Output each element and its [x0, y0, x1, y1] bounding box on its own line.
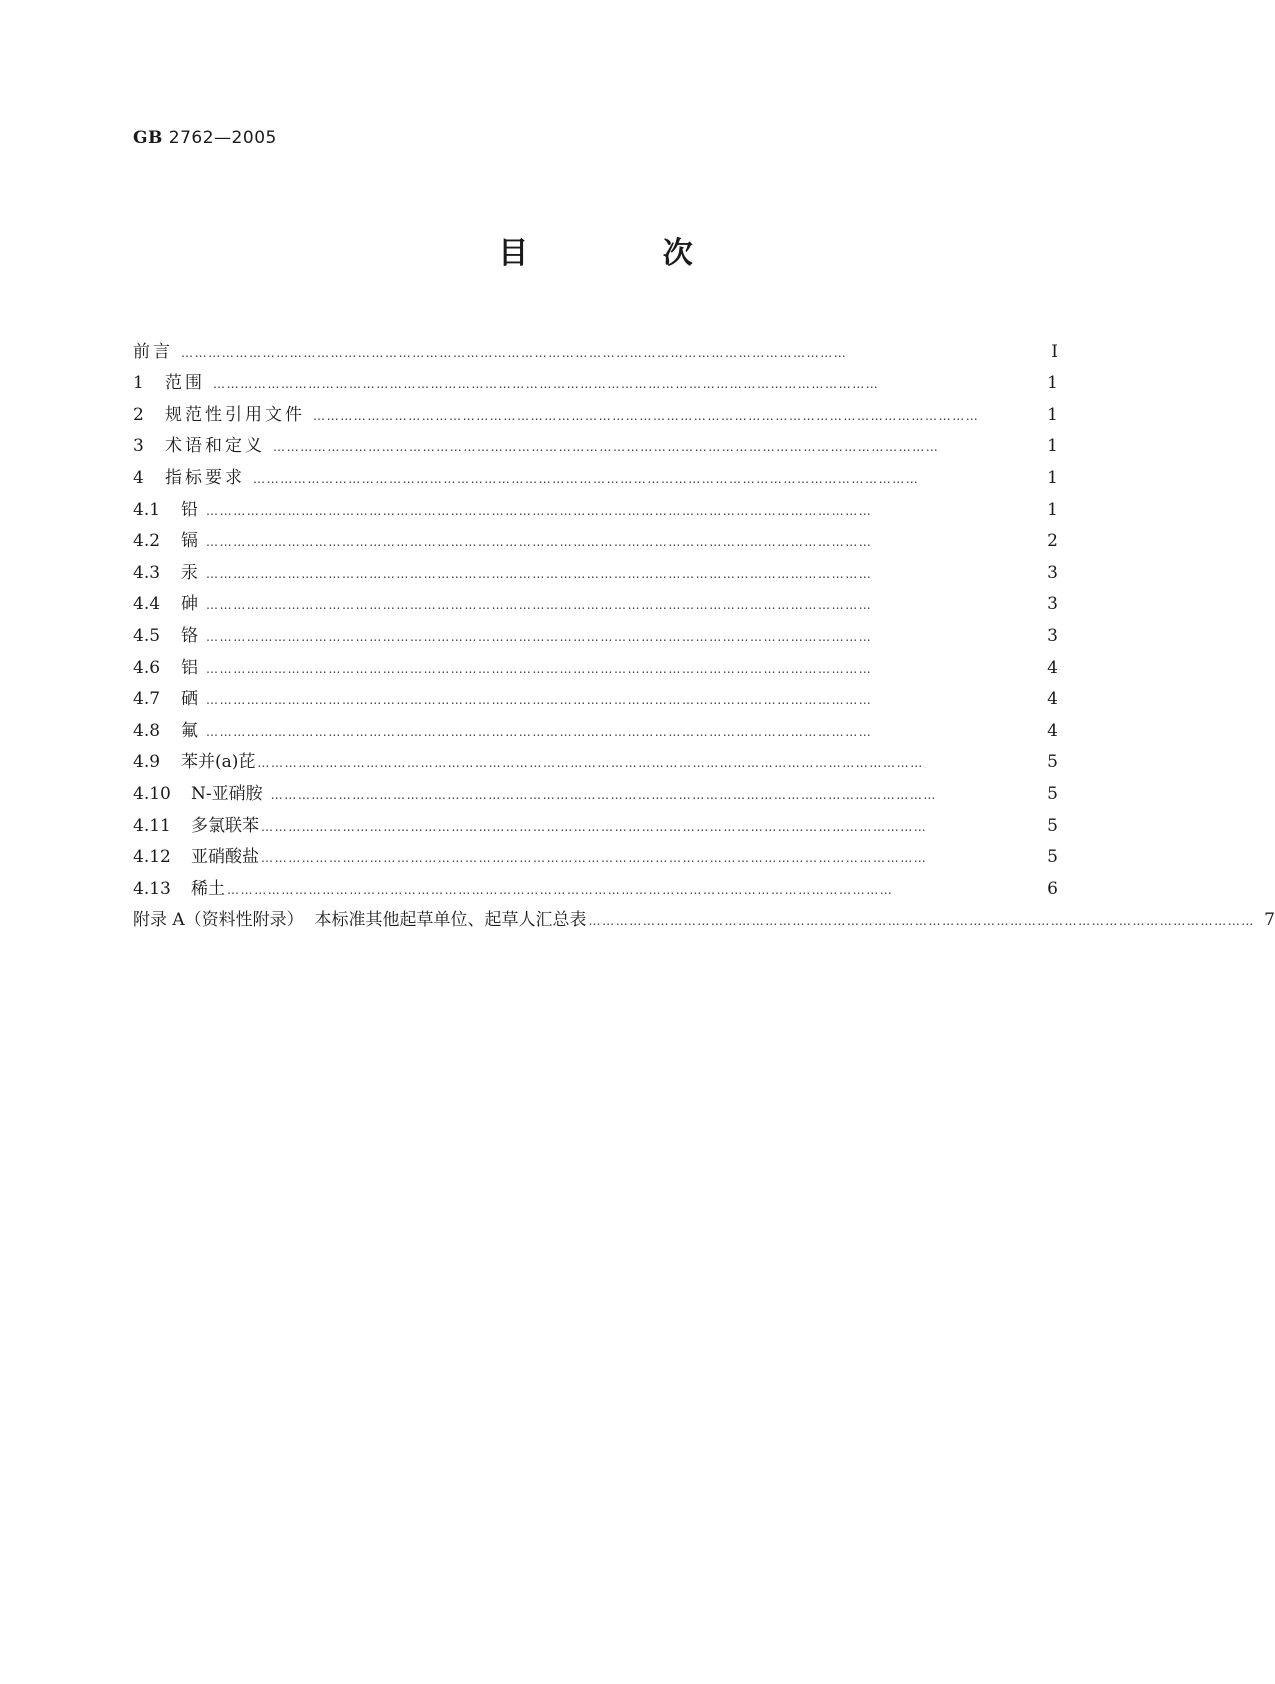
toc-entry-label: 附录 A（资料性附录） 本标准其他起草单位、起草人汇总表 [133, 910, 587, 931]
toc-entry-page: 5 [1047, 783, 1058, 804]
toc-entry-2[interactable] [133, 393, 1058, 425]
standard-code-prefix: GB [133, 128, 163, 148]
toc-leader-dots: ………………………………………………………………………………………………………………………………… [273, 440, 940, 455]
standard-code [133, 128, 277, 148]
toc-entry-page: Ⅰ [1051, 341, 1058, 362]
toc-leader-dots: ………………………………………………………………………………………………………………………………… [181, 345, 848, 360]
toc-entry-page: 4 [1047, 689, 1058, 710]
toc-entry-number: 4.8 [133, 720, 161, 741]
toc-entry-label: 多氯联苯 [191, 815, 259, 836]
toc-entry-label: 镉 [181, 531, 198, 552]
toc-entry-page: 5 [1047, 847, 1058, 868]
toc-leader-dots: ………………………………………………………………………………………………………………………………… [261, 819, 928, 834]
toc-entry-number: 4.4 [133, 594, 161, 615]
toc-entry-label: 规范性引用文件 [165, 404, 305, 425]
toc-entry-number: 4.10 [133, 783, 171, 804]
toc-leader-dots: ………………………………………………………………………………………………………………………………… [213, 377, 880, 392]
toc-entry-label: 苯并(a)芘 [181, 752, 256, 773]
page-title: 目 次 [498, 236, 755, 271]
toc-entry-page: 1 [1047, 404, 1058, 425]
toc-entry-4-9[interactable] [133, 741, 1058, 773]
toc-entry-page: 6 [1047, 878, 1058, 899]
toc-leader-dots: ………………………………………………………………………………………………………………………………… [257, 756, 924, 771]
toc-entry-label: 前言 [133, 341, 173, 362]
toc-entry-number: 4.11 [133, 815, 171, 836]
toc-entry-number: 4.9 [133, 752, 161, 773]
toc-entry-page: 3 [1047, 562, 1058, 583]
toc-leader-dots: ………………………………………………………………………………………………………………………………… [270, 787, 938, 802]
toc-leader-dots: ………………………………………………………………………………………………………………………………… [206, 661, 873, 676]
toc-entry-number: 2 [133, 404, 144, 425]
toc-entry-label: 汞 [181, 562, 198, 583]
toc-leader-dots: ………………………………………………………………………………………………………………………………… [206, 566, 873, 581]
toc-entry-label: 术语和定义 [165, 436, 265, 457]
toc-entry-4-10[interactable] [133, 772, 1058, 804]
table-of-contents [133, 330, 1275, 931]
toc-entry-4-12[interactable] [133, 836, 1058, 868]
toc-leader-dots: ………………………………………………………………………………………………………………………………… [313, 408, 980, 423]
toc-entry-number: 4.7 [133, 689, 161, 710]
toc-entry-label: 指标要求 [165, 467, 245, 488]
toc-entry-number: 4.5 [133, 625, 161, 646]
toc-entry-label: 亚硝酸盐 [191, 847, 259, 868]
toc-entry-foreword[interactable] [133, 330, 1058, 362]
toc-leader-dots: ………………………………………………………………………………………………………………………………… [588, 914, 1255, 929]
toc-entry-page: 2 [1047, 531, 1058, 552]
toc-entry-number: 4.3 [133, 562, 161, 583]
toc-entry-page: 7 [1264, 910, 1275, 931]
toc-entry-number: 1 [133, 373, 144, 394]
toc-entry-page: 3 [1047, 625, 1058, 646]
toc-entry-appendix-a[interactable] [133, 899, 1275, 931]
toc-entry-number: 4.13 [133, 878, 171, 899]
toc-entry-4-13[interactable] [133, 867, 1058, 899]
toc-entry-page: 5 [1047, 815, 1058, 836]
toc-entry-page: 4 [1047, 720, 1058, 741]
toc-leader-dots: ………………………………………………………………………………………………………………………………… [206, 693, 873, 708]
toc-entry-number: 4.2 [133, 531, 161, 552]
toc-entry-number: 4.6 [133, 657, 161, 678]
toc-entry-4-6[interactable] [133, 646, 1058, 678]
toc-entry-label: 范围 [165, 373, 205, 394]
toc-entry-label: 硒 [181, 689, 198, 710]
toc-entry-label: 铬 [181, 625, 198, 646]
toc-entry-label: 稀土 [191, 878, 225, 899]
toc-entry-label: 铅 [181, 499, 198, 520]
toc-entry-page: 1 [1047, 436, 1058, 457]
toc-entry-4-4[interactable] [133, 583, 1058, 615]
toc-entry-number: 3 [133, 436, 144, 457]
toc-leader-dots: ………………………………………………………………………………………………………………………………… [206, 535, 873, 550]
toc-leader-dots: ………………………………………………………………………………………………………………………………… [253, 471, 920, 486]
toc-entry-4-11[interactable] [133, 804, 1058, 836]
toc-leader-dots: ………………………………………………………………………………………………………………………………… [206, 503, 873, 518]
toc-entry-label: 铝 [181, 657, 198, 678]
toc-entry-1[interactable] [133, 362, 1058, 394]
toc-entry-label: 氟 [181, 720, 198, 741]
toc-entry-label: 砷 [181, 594, 198, 615]
toc-entry-number: 4.1 [133, 499, 161, 520]
toc-entry-page: 4 [1047, 657, 1058, 678]
toc-leader-dots: ………………………………………………………………………………………………………………………………… [227, 882, 894, 897]
toc-entry-label: N-亚硝胺 [191, 783, 263, 804]
toc-entry-4-7[interactable] [133, 678, 1058, 710]
toc-entry-4-3[interactable] [133, 551, 1058, 583]
standard-code-number: 2762—2005 [168, 128, 277, 148]
toc-entry-page: 3 [1047, 594, 1058, 615]
toc-entry-page: 1 [1047, 467, 1058, 488]
toc-entry-number: 4.12 [133, 847, 171, 868]
toc-entry-page: 1 [1047, 373, 1058, 394]
toc-entry-4-8[interactable] [133, 709, 1058, 741]
toc-leader-dots: ………………………………………………………………………………………………………………………………… [206, 629, 873, 644]
toc-entry-page: 5 [1047, 752, 1058, 773]
toc-leader-dots: ………………………………………………………………………………………………………………………………… [261, 851, 928, 866]
toc-leader-dots: ………………………………………………………………………………………………………………………………… [206, 598, 873, 613]
toc-entry-4-5[interactable] [133, 614, 1058, 646]
toc-entry-number: 4 [133, 467, 144, 488]
toc-entry-3[interactable] [133, 425, 1058, 457]
toc-entry-4[interactable] [133, 456, 1058, 488]
toc-entry-page: 1 [1047, 499, 1058, 520]
toc-leader-dots: ………………………………………………………………………………………………………………………………… [206, 724, 873, 739]
toc-entry-4-1[interactable] [133, 488, 1058, 520]
toc-entry-4-2[interactable] [133, 520, 1058, 552]
